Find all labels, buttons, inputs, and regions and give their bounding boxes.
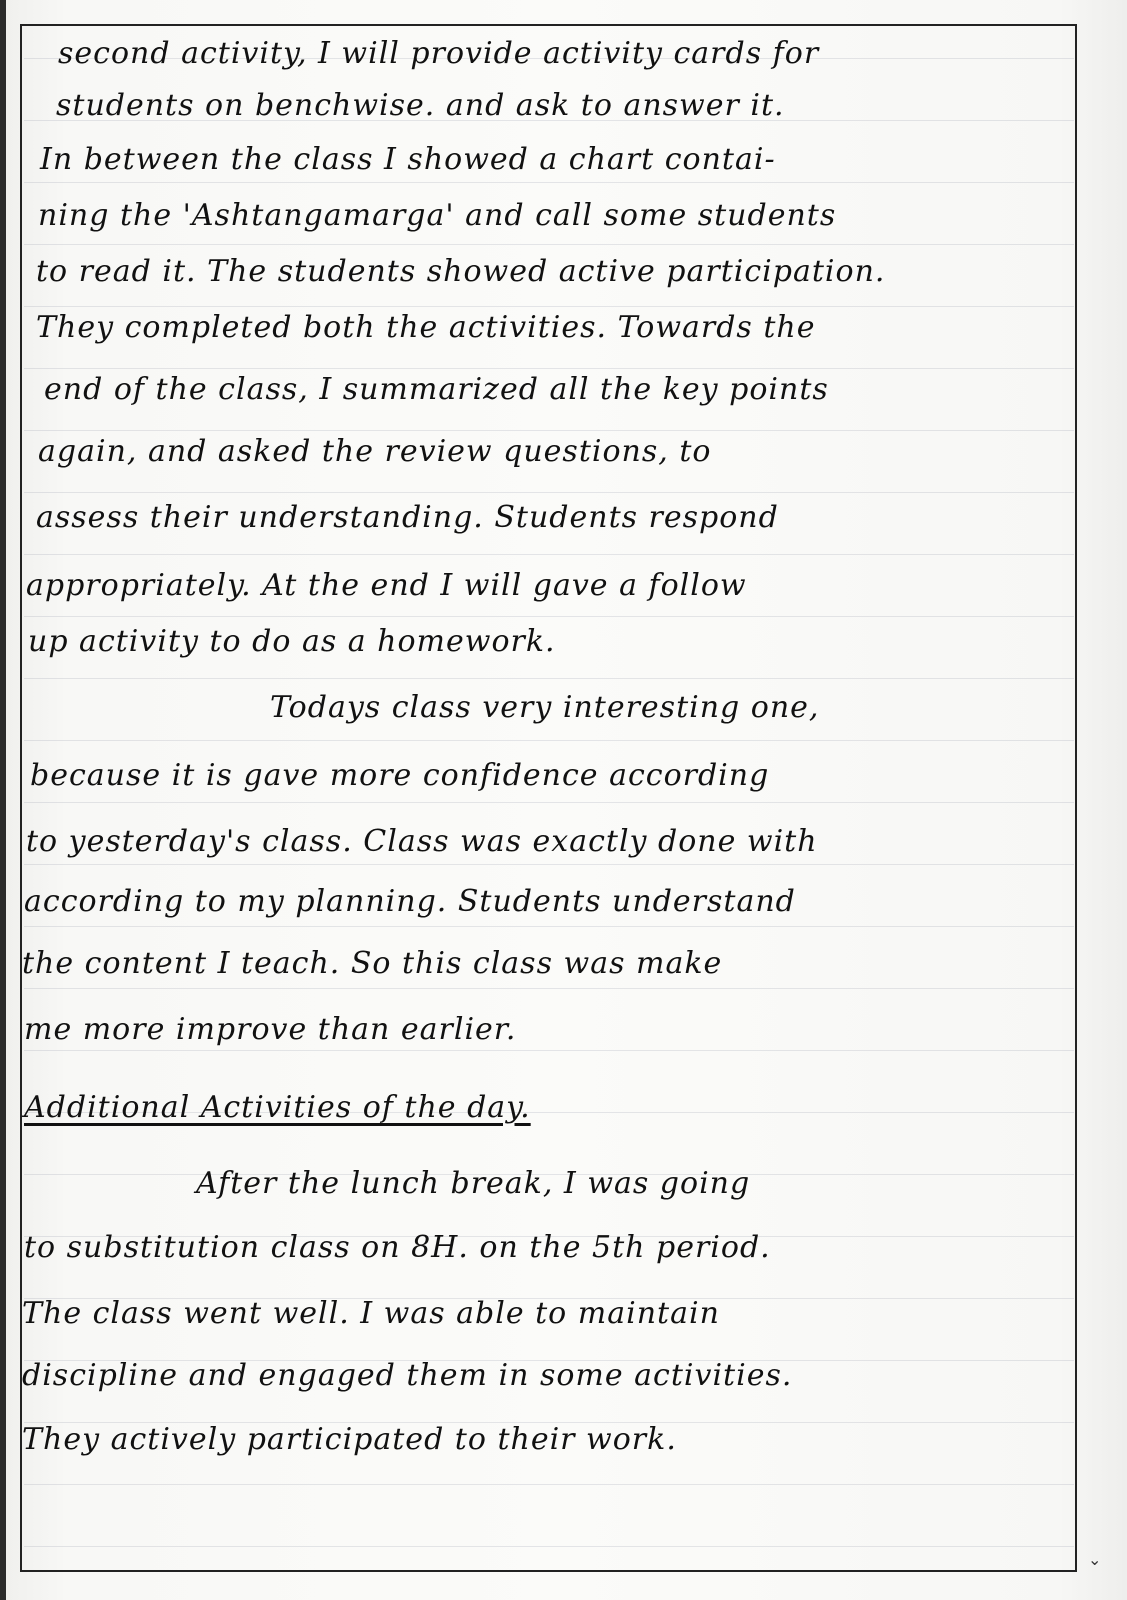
text-line: students on benchwise. and ask to answer it. — [56, 88, 785, 123]
page-corner-mark: ⌄ — [1088, 1550, 1102, 1569]
text-line: to read it. The students showed active participation. — [36, 254, 886, 289]
text-line: After the lunch break, I was going — [196, 1166, 751, 1201]
text-line: second activity, I will provide activity cards for — [58, 36, 820, 71]
text-line: according to my planning. Students understand — [24, 884, 796, 919]
text-line: discipline and engaged them in some activities. — [22, 1358, 793, 1393]
text-line: The class went well. I was able to maintain — [22, 1296, 720, 1331]
text-line: end of the class, I summarized all the key points — [44, 372, 829, 407]
text-line: the content I teach. So this class was make — [22, 946, 723, 981]
text-line: They actively participated to their work. — [22, 1422, 677, 1457]
text-line: appropriately. At the end I will gave a follow — [26, 568, 747, 603]
text-line: They completed both the activities. Towards the — [36, 310, 816, 345]
section-heading: Additional Activities of the day. — [24, 1090, 531, 1125]
text-line: up activity to do as a homework. — [28, 624, 556, 659]
text-line: ning the 'Ashtangamarga' and call some students — [38, 198, 837, 233]
text-line: to yesterday's class. Class was exactly done with — [26, 824, 818, 859]
text-line: Todays class very interesting one, — [270, 690, 820, 725]
text-line: again, and asked the review questions, to — [38, 434, 712, 469]
text-line: assess their understanding. Students respond — [36, 500, 779, 535]
text-line: In between the class I showed a chart contai- — [40, 142, 776, 177]
text-line: to substitution class on 8H. on the 5th period. — [24, 1230, 771, 1265]
text-line: me more improve than earlier. — [24, 1012, 517, 1047]
text-line: because it is gave more confidence according — [30, 758, 770, 793]
